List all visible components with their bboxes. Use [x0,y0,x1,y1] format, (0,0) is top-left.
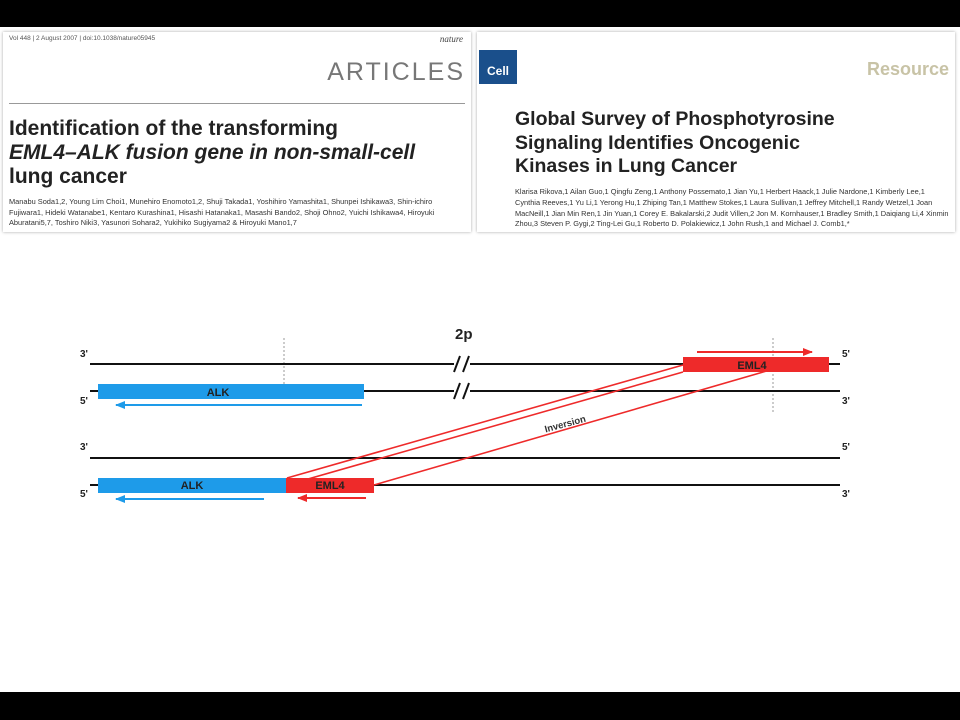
strand-end-label: 5' [842,349,850,360]
strand-end-label: 5' [80,489,88,500]
inversion-label: Inversion [543,413,588,436]
section-label: ARTICLES [327,58,465,86]
author-list: Klarisa Rikova,1 Ailan Guo,1 Qingfu Zeng,1 Anthony Possemato,1 Jian Yu,1 Herbert Haack,1 Julie Nardone,1 Kimberly Lee,1 Cynthia Reeves,1 Yu Li,1 Yerong Hu,1 Zhiping Tan,1 Matthew Stokes,1 Laura Sullivan,1 Jeffrey Mitchell,1 Randy Wetzel,1 Joan MacNeill,1 Jian Min Ren,1 Jin Yuan,1 Corey E. Bakalarski,2 Judit Villen,2 Jon M. Kornhauser,1 Bradley Smith,1 Daiqiang Li,4 Xinmin Zhou,3 Steven P. Gygi,2 Ting-Lei Gu,1 Roberto D. Polakiewicz,1 John Rush,1 and Michael J. Comb1,* [515,187,949,229]
title-line-2: EML4–ALK fusion gene in non-small-cell [9,141,416,164]
strand-end-label: 3' [842,489,850,500]
title-line-1: Identification of the transforming [9,117,338,140]
chromosome-label: 2p [455,326,473,343]
section-label: Resource [866,59,949,79]
inversion-line-1 [287,365,683,478]
title-line-3: lung cancer [9,165,127,188]
cell-logo: Cell [479,50,517,84]
eml4-label-top: EML4 [737,360,767,372]
author-list: Manabu Soda1,2, Young Lim Choi1, Munehiro Enomoto1,2, Shuji Takada1, Yoshihiro Yamashita1, Shunpei Ishikawa3, Shin-ichiro Fujiwara1, Hideki Watanabe1, Kentaro Kurashina1, Hisashi Hatanaka1, Masashi Bando2, Shoji Ohno2, Yuichi Ishikawa4, Hiroyuki Aburatani5,7, Toshiro Niki3, Yasunori Sohara2, Yukihiko Sugiyama2 & Hiroyuki Mano1,7 [9,197,435,227]
strand-end-label: 5' [842,442,850,453]
break-mark-2 [454,381,470,401]
alk-label-bottom: ALK [180,480,204,492]
eml4-label-bottom: EML4 [315,480,345,492]
title-line-2: Signaling Identifies Oncogenic [515,131,800,154]
strand-end-label: 3' [842,396,850,407]
alk-gene-top [98,384,364,399]
title-line-1: Global Survey of Phosphotyrosine [515,108,835,130]
strand-end-label: 3' [80,442,88,453]
nature-logo: nature [439,34,463,44]
alk-label-top: ALK [206,387,230,399]
title-line-3: Kinases in Lung Cancer [515,155,738,177]
article-meta: Vol 448 | 2 August 2007 | doi:10.1038/nature05945 [9,35,156,42]
strand-end-label: 3' [80,349,88,360]
break-mark-1 [454,354,470,374]
strand-end-label: 5' [80,396,88,407]
